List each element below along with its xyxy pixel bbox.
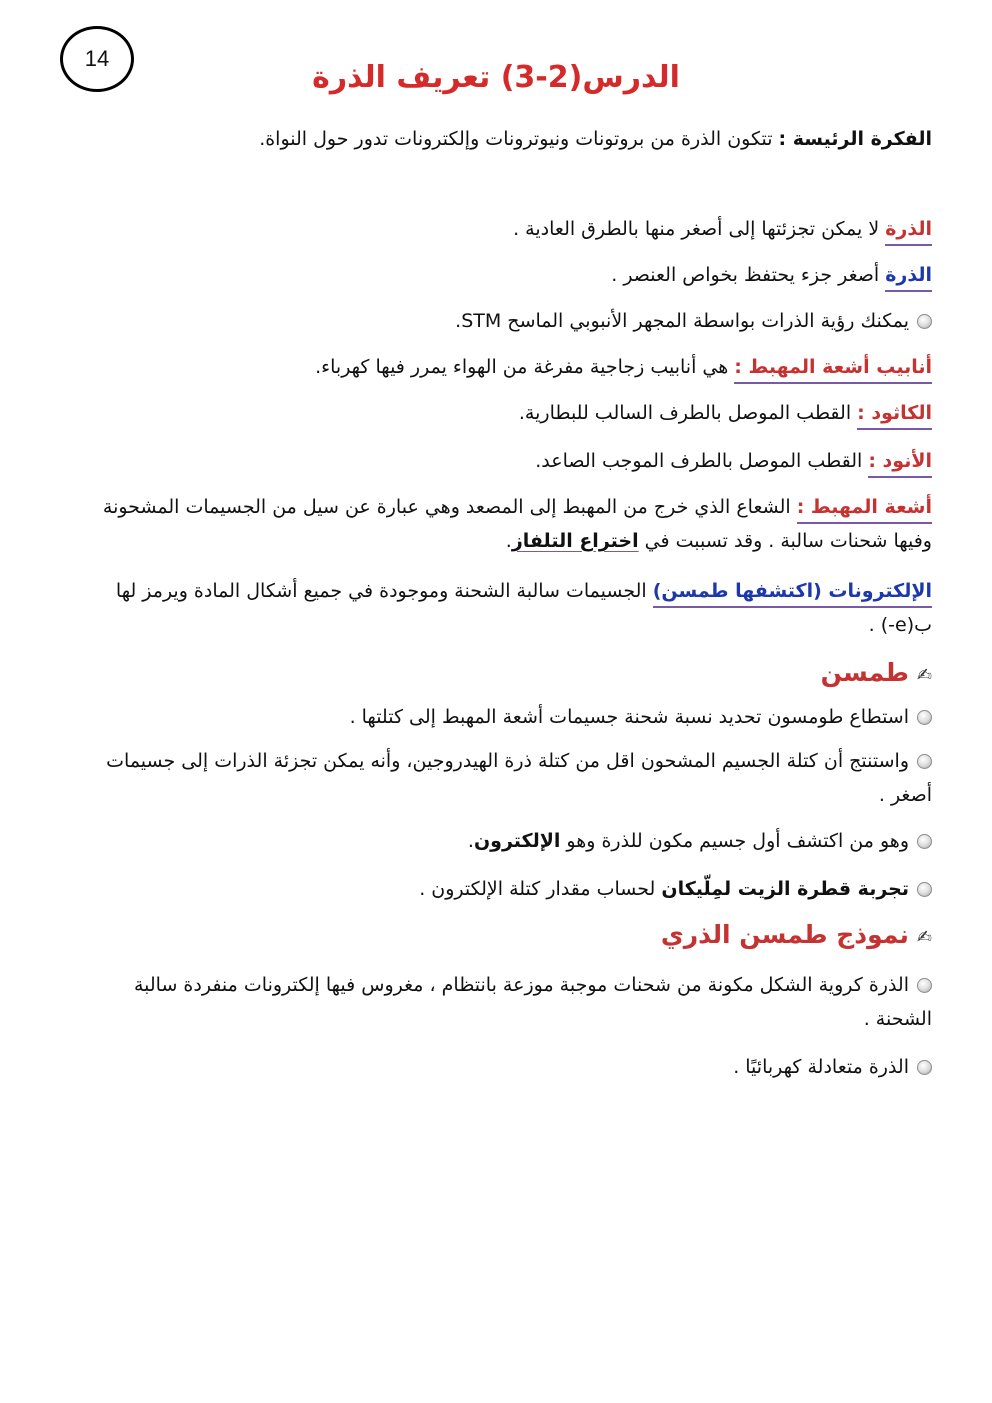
list-item-text: واستنتج أن كتلة الجسيم المشحون اقل من كتلة ذرة الهيدروجين، وأنه يمكن تجزئة الذرات إلى جسيمات أصغر . <box>106 750 932 806</box>
term-cathode-tubes: أنابيب أشعة المهبط : <box>734 352 932 384</box>
definition-text: الشعاع الذي خرج من المهبط إلى المصعد وهي عبارة عن سيل من الجسيمات المشحونة وفيها شحنات سالبة . وقد تسببت في <box>102 496 932 552</box>
electron-term: الإلكترون <box>473 830 561 852</box>
term-cathode: الكاثود : <box>857 398 932 430</box>
bullet-icon <box>917 834 932 849</box>
bullet-icon <box>917 754 932 769</box>
stm-text: يمكنك رؤية الذرات بواسطة المجهر الأنبوبي الماسح STM. <box>455 310 909 332</box>
term-atom: الذرة <box>885 260 932 292</box>
definition-text: القطب الموصل بالطرف الموجب الصاعد. <box>535 450 869 472</box>
tv-invention: اختراع التلفاز <box>511 530 639 552</box>
thomson-model-item-1 <box>76 968 932 1036</box>
millikan-experiment: تجربة قطرة الزيت لمِلّيكان <box>661 878 909 900</box>
list-item-text: استطاع طومسون تحديد نسبة شحنة جسيمات أشعة المهبط إلى كتلتها . <box>349 706 909 728</box>
definition-cathode-tubes <box>76 350 932 384</box>
thomson-item-2 <box>76 744 932 812</box>
main-idea <box>76 122 932 156</box>
thomson-item-1 <box>76 700 932 734</box>
list-item-text: الذرة كروية الشكل مكونة من شحنات موجبة موزعة بانتظام ، مغروس فيها إلكترونات منفردة سالبة الشحنة . <box>133 974 932 1030</box>
definition-text: الجسيمات سالبة الشحنة وموجودة في جميع أشكال المادة ويرمز لها ب(e-) . <box>115 580 932 636</box>
thomson-model-item-2 <box>76 1050 932 1084</box>
definition-atom-2 <box>76 258 932 292</box>
list-item-text: لحساب مقدار كتلة الإلكترون . <box>419 878 662 900</box>
list-item-end: . <box>467 830 474 852</box>
main-idea-text: تتكون الذرة من بروتونات ونيوترونات وإلكترونات تدور حول النواة. <box>259 128 779 150</box>
term-electrons: الإلكترونات (اكتشفها طمسن) <box>653 576 932 608</box>
thomson-heading-text: طمسن <box>820 658 909 687</box>
pen-icon: ✍ <box>916 665 932 686</box>
thomson-model-heading <box>661 920 932 949</box>
thomson-item-4 <box>76 872 932 906</box>
definition-anode <box>76 444 932 478</box>
definition-atom-1 <box>76 212 932 246</box>
definition-text: أصغر جزء يحتفظ بخواص العنصر . <box>611 264 886 286</box>
bullet-icon <box>917 978 932 993</box>
thomson-model-heading-text: نموذج طمسن الذري <box>660 920 909 949</box>
bullet-icon <box>917 710 932 725</box>
bullet-icon <box>917 1060 932 1075</box>
thomson-item-3 <box>76 824 932 858</box>
definition-text: هي أنابيب زجاجية مفرغة من الهواء يمرر فيها كهرباء. <box>315 356 735 378</box>
stm-note <box>76 304 932 338</box>
list-item-text: الذرة متعادلة كهربائيًا . <box>733 1056 909 1078</box>
definition-end: . <box>505 530 512 552</box>
bullet-icon <box>917 882 932 897</box>
definition-cathode-rays <box>76 490 932 558</box>
term-anode: الأنود : <box>868 446 932 478</box>
page-number: 14 <box>60 26 134 92</box>
definition-text: لا يمكن تجزئتها إلى أصغر منها بالطرق العادية . <box>513 218 886 240</box>
bullet-icon <box>917 314 932 329</box>
page-title: الدرس(2-3) تعريف الذرة <box>312 60 680 95</box>
term-cathode-rays: أشعة المهبط : <box>797 492 932 524</box>
definition-text: القطب الموصل بالطرف السالب للبطارية. <box>518 402 858 424</box>
main-idea-label: الفكرة الرئيسة : <box>778 128 932 150</box>
list-item-text: وهو من اكتشف أول جسيم مكون للذرة وهو <box>560 830 909 852</box>
pen-icon: ✍ <box>916 927 932 948</box>
thomson-heading <box>821 658 932 687</box>
term-atom: الذرة <box>885 214 932 246</box>
definition-cathode <box>76 396 932 430</box>
definition-electrons <box>76 574 932 642</box>
